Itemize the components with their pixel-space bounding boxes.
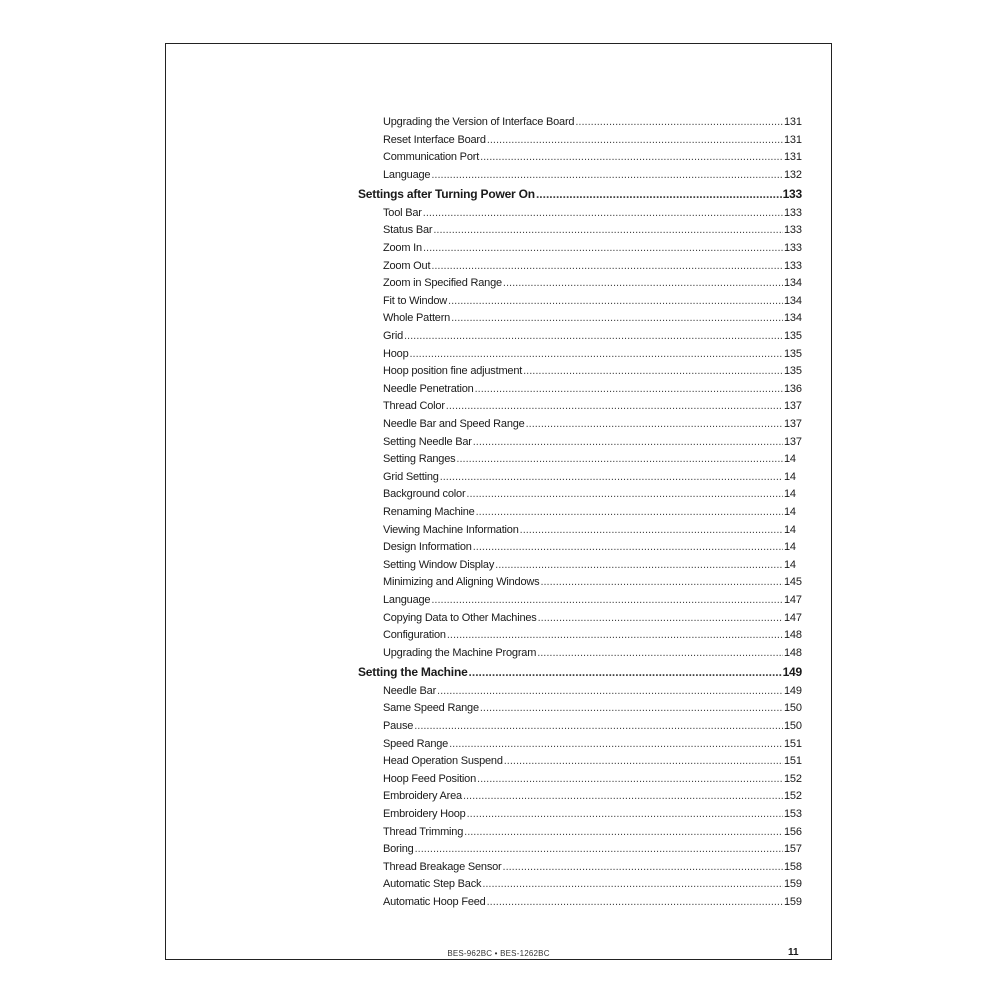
- toc-entry-title: Hoop position fine adjustment: [383, 365, 523, 378]
- toc-entry-title: Needle Bar and Speed Range: [383, 418, 525, 430]
- toc-page-number: 152: [784, 772, 802, 785]
- document-page: [165, 43, 832, 960]
- dot-leader: [473, 539, 783, 557]
- toc-page-number: 158: [784, 860, 802, 873]
- dot-leader: [423, 240, 783, 258]
- dot-leader: [451, 310, 783, 328]
- toc-page-number: 14: [784, 558, 796, 571]
- dot-leader: [415, 841, 783, 859]
- toc-page-number: 134: [784, 294, 802, 307]
- toc-entry-title: Reset Interface Board: [383, 133, 486, 146]
- toc-entry: [358, 574, 802, 592]
- dot-leader: [537, 645, 783, 663]
- dot-leader: [540, 574, 783, 592]
- toc-entry: [358, 771, 802, 789]
- toc-page-number: 131: [784, 151, 802, 164]
- page-number: 11: [788, 947, 799, 958]
- toc-entry-title: Language: [383, 593, 431, 606]
- toc-section: [358, 184, 802, 205]
- toc-entry-title: Status Bar: [383, 224, 433, 237]
- toc-entry: [358, 718, 802, 736]
- toc-page-number: 137: [784, 418, 802, 430]
- toc-entry: [358, 824, 802, 842]
- dot-leader: [449, 736, 783, 754]
- toc-entry-title: Needle Penetration: [383, 382, 474, 395]
- dot-leader: [526, 416, 783, 434]
- toc-entry: [358, 451, 802, 469]
- table-of-contents: [358, 114, 802, 912]
- dot-leader: [431, 258, 783, 276]
- page-footer-models: BES-962BC • BES-1262BC: [447, 949, 550, 958]
- dot-leader: [482, 876, 783, 894]
- dot-leader: [431, 167, 783, 185]
- toc-page-number: 14: [784, 470, 796, 483]
- toc-section: [358, 662, 802, 683]
- toc-entry: [358, 328, 802, 346]
- toc-entry: [358, 205, 802, 223]
- toc-entry: [358, 859, 802, 877]
- dot-leader: [423, 205, 783, 223]
- toc-page-number: 147: [784, 593, 802, 606]
- toc-entry: [358, 434, 802, 452]
- toc-entry: [358, 522, 802, 540]
- dot-leader: [414, 718, 783, 736]
- toc-entry: [358, 486, 802, 504]
- toc-entry-title: Minimizing and Aligning Windows: [383, 576, 540, 589]
- toc-entry-title: Embroidery Hoop: [383, 807, 466, 820]
- toc-entry-title: Automatic Hoop Feed: [383, 895, 486, 908]
- toc-entry: [358, 504, 802, 522]
- dot-leader: [480, 700, 783, 718]
- toc-entry-title: Upgrading the Machine Program: [383, 646, 537, 659]
- dot-leader: [456, 451, 783, 469]
- toc-page-number: 149: [782, 665, 802, 680]
- toc-entry: [358, 310, 802, 328]
- toc-entry-title: Viewing Machine Information: [383, 523, 519, 536]
- toc-page-number: 14: [784, 505, 796, 518]
- toc-entry-title: Speed Range: [383, 737, 449, 750]
- toc-entry-title: Zoom Out: [383, 259, 431, 272]
- dot-leader: [523, 363, 783, 381]
- toc-entry-title: Setting Window Display: [383, 558, 495, 571]
- dot-leader: [520, 522, 783, 540]
- toc-entry: [358, 806, 802, 824]
- toc-page-number: 150: [784, 702, 802, 715]
- dot-leader: [431, 592, 783, 610]
- toc-page-number: 133: [782, 187, 802, 202]
- dot-leader: [475, 381, 783, 399]
- toc-entry: [358, 610, 802, 628]
- dot-leader: [447, 627, 783, 645]
- toc-entry: [358, 258, 802, 276]
- toc-page-number: 132: [784, 168, 802, 181]
- toc-entry: [358, 627, 802, 645]
- toc-entry-title: Embroidery Area: [383, 790, 462, 803]
- toc-page-number: 135: [784, 330, 802, 343]
- toc-page-number: 131: [784, 116, 802, 128]
- toc-entry-title: Grid Setting: [383, 470, 439, 483]
- toc-entry: [358, 381, 802, 399]
- toc-entry-title: Pause: [383, 720, 414, 732]
- toc-entry-title: Grid: [383, 330, 403, 343]
- toc-entry-title: Language: [383, 168, 431, 181]
- toc-entry: [358, 592, 802, 610]
- toc-entry: [358, 240, 802, 258]
- toc-entry: [358, 114, 802, 132]
- toc-page-number: 133: [784, 259, 802, 272]
- toc-page-number: 133: [784, 242, 802, 255]
- toc-entry-title: Setting Needle Bar: [383, 435, 472, 448]
- toc-entry: [358, 841, 802, 859]
- toc-entry: [358, 788, 802, 806]
- toc-entry-title: Upgrading the Version of Interface Board: [383, 116, 575, 128]
- toc-page-number: 135: [784, 347, 802, 360]
- toc-page-number: 134: [784, 277, 802, 290]
- toc-entry-title: Head Operation Suspend: [383, 755, 503, 768]
- toc-section-title: Setting the Machine: [358, 665, 468, 680]
- dot-leader: [446, 398, 783, 416]
- toc-page-number: 151: [784, 755, 802, 768]
- dot-leader: [575, 114, 783, 132]
- toc-entry-title: Communication Port: [383, 151, 480, 164]
- toc-page-number: 147: [784, 611, 802, 624]
- toc-entry-title: Hoop: [383, 347, 409, 360]
- toc-page-number: 14: [784, 541, 796, 554]
- dot-leader: [466, 486, 783, 504]
- toc-page-number: 137: [784, 435, 802, 448]
- dot-leader: [538, 610, 783, 628]
- dot-leader: [503, 859, 783, 877]
- toc-entry-title: Copying Data to Other Machines: [383, 611, 537, 624]
- toc-entry-title: Hoop Feed Position: [383, 772, 477, 785]
- toc-section-title: Settings after Turning Power On: [358, 187, 535, 202]
- toc-entry-title: Thread Color: [383, 400, 445, 413]
- toc-page-number: 149: [784, 684, 802, 697]
- toc-entry-title: Same Speed Range: [383, 702, 479, 715]
- toc-page-number: 156: [784, 825, 802, 838]
- toc-page-number: 148: [784, 629, 802, 642]
- dot-leader: [463, 788, 783, 806]
- toc-entry: [358, 700, 802, 718]
- toc-entry-title: Whole Pattern: [383, 312, 451, 325]
- toc-page-number: 14: [784, 523, 796, 536]
- toc-entry-title: Boring: [383, 843, 414, 856]
- toc-entry: [358, 222, 802, 240]
- toc-page-number: 136: [784, 382, 802, 395]
- toc-entry: [358, 132, 802, 150]
- dot-leader: [410, 346, 784, 364]
- toc-page-number: 153: [784, 807, 802, 820]
- toc-entry-title: Zoom In: [383, 242, 422, 255]
- toc-page-number: 137: [784, 400, 802, 413]
- toc-page-number: 134: [784, 312, 802, 325]
- toc-page-number: 152: [784, 790, 802, 803]
- dot-leader: [464, 824, 783, 842]
- toc-page-number: 135: [784, 365, 802, 378]
- toc-page-number: 159: [784, 878, 802, 891]
- dot-leader: [440, 469, 783, 487]
- toc-page-number: 133: [784, 206, 802, 219]
- dot-leader: [536, 184, 782, 205]
- toc-entry-title: Thread Trimming: [383, 825, 464, 838]
- dot-leader: [487, 894, 783, 912]
- toc-entry: [358, 416, 802, 434]
- toc-entry-title: Thread Breakage Sensor: [383, 860, 502, 873]
- toc-entry-title: Renaming Machine: [383, 505, 475, 518]
- toc-entry: [358, 645, 802, 663]
- toc-page-number: 159: [784, 895, 802, 908]
- toc-entry: [358, 363, 802, 381]
- toc-page-number: 14: [784, 488, 796, 501]
- toc-entry: [358, 149, 802, 167]
- toc-entry-title: Tool Bar: [383, 206, 422, 219]
- dot-leader: [469, 662, 782, 683]
- toc-entry: [358, 557, 802, 575]
- toc-entry: [358, 293, 802, 311]
- toc-entry: [358, 346, 802, 364]
- toc-entry: [358, 469, 802, 487]
- dot-leader: [495, 557, 783, 575]
- dot-leader: [487, 132, 783, 150]
- toc-entry: [358, 753, 802, 771]
- toc-entry: [358, 275, 802, 293]
- dot-leader: [477, 771, 783, 789]
- dot-leader: [480, 149, 783, 167]
- toc-page-number: 131: [784, 133, 802, 146]
- dot-leader: [503, 275, 783, 293]
- toc-page-number: 150: [784, 720, 802, 732]
- toc-entry-title: Configuration: [383, 629, 446, 642]
- toc-page-number: 14: [784, 453, 796, 466]
- toc-entry-title: Needle Bar: [383, 684, 437, 697]
- dot-leader: [476, 504, 783, 522]
- dot-leader: [467, 806, 783, 824]
- toc-page-number: 133: [784, 224, 802, 237]
- dot-leader: [504, 753, 783, 771]
- toc-entry: [358, 398, 802, 416]
- dot-leader: [473, 434, 783, 452]
- toc-entry-title: Fit to Window: [383, 294, 448, 307]
- dot-leader: [448, 293, 783, 311]
- toc-entry: [358, 683, 802, 701]
- toc-entry-title: Setting Ranges: [383, 453, 456, 466]
- toc-entry: [358, 539, 802, 557]
- toc-entry-title: Design Information: [383, 541, 472, 554]
- toc-entry-title: Automatic Step Back: [383, 878, 482, 891]
- toc-entry-title: Background color: [383, 488, 466, 501]
- toc-page-number: 151: [784, 737, 802, 750]
- dot-leader: [437, 683, 783, 701]
- toc-entry: [358, 894, 802, 912]
- toc-page-number: 157: [784, 843, 802, 856]
- toc-entry: [358, 736, 802, 754]
- toc-entry: [358, 876, 802, 894]
- toc-page-number: 145: [784, 576, 802, 589]
- dot-leader: [404, 328, 783, 346]
- toc-entry: [358, 167, 802, 185]
- toc-page-number: 148: [784, 646, 802, 659]
- dot-leader: [433, 222, 783, 240]
- toc-entry-title: Zoom in Specified Range: [383, 277, 502, 290]
